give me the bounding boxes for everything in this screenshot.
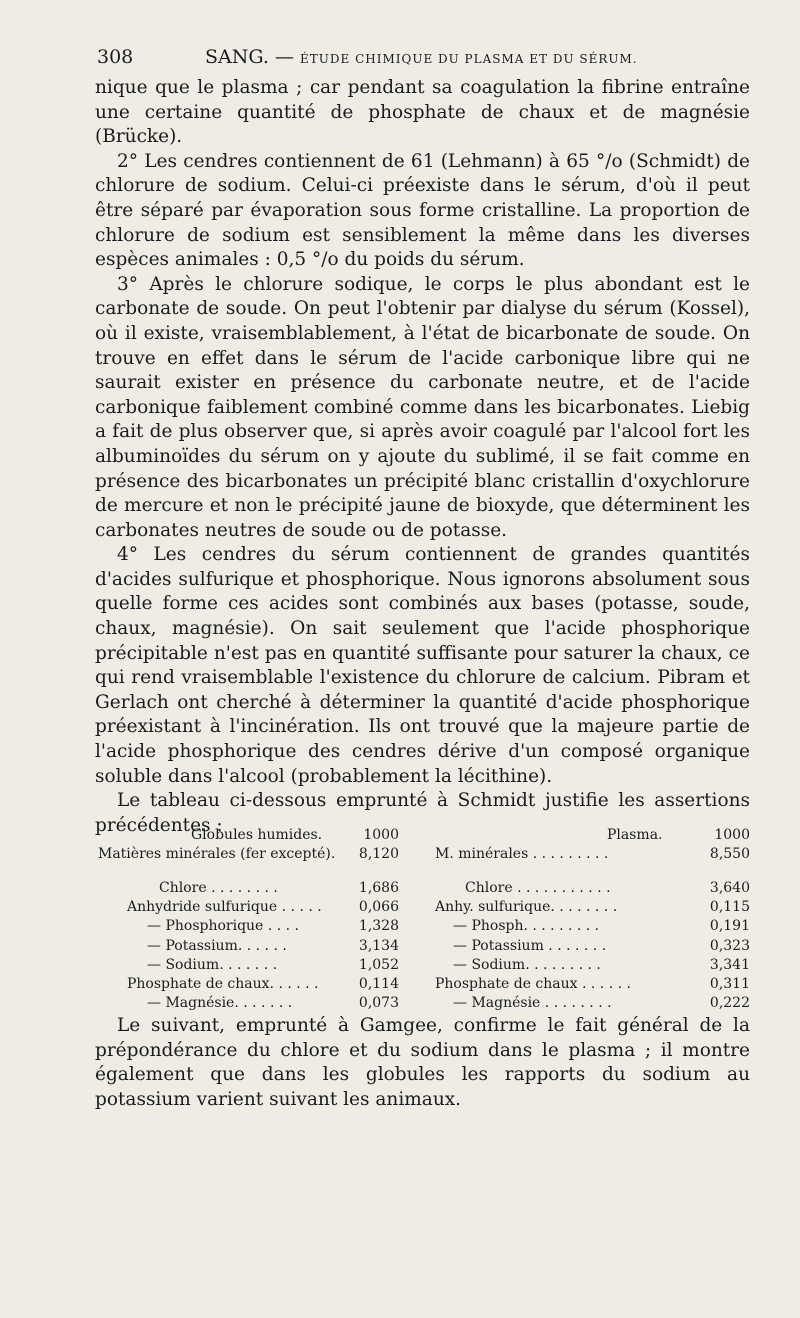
row-label: — Sodium. . . . . . . . .: [453, 956, 601, 973]
table-row: [95, 879, 405, 898]
row-label: — Potassium. . . . . .: [147, 937, 287, 954]
row-label: — Sodium. . . . . . .: [147, 956, 278, 973]
table-row: [95, 956, 405, 975]
running-title: [205, 46, 638, 68]
row-label: — Magnésie. . . . . . .: [147, 995, 293, 1012]
page-header: [97, 42, 752, 72]
row-value: 3,134: [358, 937, 399, 954]
row-value: 0,073: [358, 995, 399, 1012]
table-row: [435, 975, 750, 994]
row-label: — Potassium . . . . . . .: [453, 937, 607, 954]
row-value: 1,328: [358, 918, 399, 935]
row-label: M. minérales . . . . . . . . .: [435, 846, 609, 863]
table-row: [95, 845, 405, 864]
table-row: [95, 826, 405, 845]
table-row: [95, 994, 405, 1013]
row-value: 0,222: [709, 995, 750, 1012]
row-value: 0,191: [709, 918, 750, 935]
paragraph: nique que le plasma ; car pendant sa coagulation la fibrine entraîne une certaine quantité de phosphate de chaux et de magnésie (Brücke).: [95, 77, 750, 148]
row-value: 8,120: [358, 846, 399, 863]
row-label: Matières minérales (fer excepté).: [98, 846, 336, 863]
table-body: [95, 879, 750, 1012]
table-head: [95, 826, 750, 866]
running-title-sub: ÉTUDE CHIMIQUE DU PLASMA ET DU SÉRUM.: [300, 52, 638, 66]
row-value: 0,323: [709, 937, 750, 954]
row-value: 1000: [714, 827, 750, 843]
row-label: Chlore . . . . . . . .: [159, 880, 278, 896]
table-row: [435, 845, 750, 864]
row-label: Globules humides.: [191, 827, 323, 843]
row-label: Anhydride sulfurique . . . . .: [127, 899, 322, 916]
plasma-column: [435, 879, 750, 1013]
table-row: [95, 975, 405, 994]
globules-column: [95, 879, 405, 1013]
row-label: — Phosph. . . . . . . . .: [453, 918, 600, 935]
table-row: [95, 917, 405, 936]
row-value: 3,341: [709, 956, 750, 973]
row-value: 1,686: [358, 880, 399, 896]
schmidt-table: [95, 826, 750, 1012]
row-value: 0,066: [358, 899, 399, 916]
row-value: 0,115: [709, 899, 750, 916]
paragraph: 4° Les cendres du sérum contiennent de grandes quantités d'acides sulfurique et phosphorique. Nous ignorons absolument sous quelle forme ces acides sont combinés aux bases (potasse, soude, chaux, magnésie). On sait seulement que l'acide phosphorique précipitable n'est pas en quantité suffisante pour saturer la chaux, ce qui rend vraisemblable l'existence du chlorure de calcium. Pibram et Gerlach ont cherché à déterminer la quantité d'acide phosphorique préexistant à l'incinération. Ils ont trouvé que la majeure partie de l'acide phosphorique des cendres dérive d'un composé organique soluble dans l'alcool (probablement la lécithine).: [95, 544, 750, 787]
row-label: Chlore . . . . . . . . . . .: [465, 880, 611, 896]
table-row: [95, 898, 405, 917]
table-row: [435, 879, 750, 898]
row-label: Phosphate de chaux . . . . . .: [435, 975, 631, 992]
row-label: Phosphate de chaux. . . . . .: [127, 975, 319, 992]
row-value: 1000: [363, 827, 399, 843]
table-row: [435, 994, 750, 1013]
paragraph: 2° Les cendres contiennent de 61 (Lehmann) à 65 °/o (Schmidt) de chlorure de sodium. Celui-ci préexiste dans le sérum, d'où il peut être séparé par évaporation sous forme cristalline. La proportion de chlorure de sodium est sensiblement la même dans les diverses espèces animales : 0,5 °/o du poids du sérum.: [95, 150, 750, 271]
paragraph: Le tableau ci-dessous emprunté à Schmidt justifie les assertions précédentes :: [95, 790, 750, 836]
table-row: [435, 917, 750, 936]
row-value: 1,052: [358, 956, 399, 973]
row-value: 3,640: [709, 880, 750, 896]
table-row: [435, 826, 750, 845]
closing-text: [95, 1014, 750, 1112]
running-title-main: SANG. —: [205, 46, 294, 68]
plasma-column-head: [435, 826, 750, 864]
table-row: [435, 956, 750, 975]
row-value: 0,114: [358, 975, 399, 992]
paragraph: Le suivant, emprunté à Gamgee, confirme le fait général de la prépondérance du chlore et du sodium dans le plasma ; il montre également que dans les globules les rapports du sodium au potassium varient suivant les animaux.: [95, 1015, 750, 1110]
table-row: [95, 937, 405, 956]
row-label: Plasma.: [607, 827, 663, 843]
paragraph: 3° Après le chlorure sodique, le corps le plus abondant est le carbonate de soude. On peut l'obtenir par dialyse du sérum (Kossel), où il existe, vraisemblablement, à l'état de bicarbonate de soude. On trouve en effet dans le sérum de l'acide carbonique libre qui ne saurait exister en présence du carbonate neutre, et de l'acide carbonique faiblement combiné comme dans les bicarbonates. Liebig a fait de plus observer que, si après avoir coagulé par l'alcool fort les albuminoïdes du sérum on y ajoute du sublimé, il se fait comme en présence des bicarbonates un précipité blanc cristallin d'oxychlorure de mercure et non le précipité jaune de bioxyde, que déterminent les carbonates neutres de soude ou de potasse.: [95, 273, 750, 541]
table-row: [435, 898, 750, 917]
page-number: 308: [97, 46, 134, 68]
globules-column-head: [95, 826, 405, 864]
row-value: 8,550: [709, 846, 750, 863]
row-label: Anhy. sulfurique. . . . . . . .: [435, 899, 618, 916]
row-value: 0,311: [709, 975, 750, 992]
table-row: [435, 937, 750, 956]
row-label: — Magnésie . . . . . . . .: [453, 995, 612, 1012]
body-text: [95, 76, 750, 838]
row-label: — Phosphorique . . . .: [147, 918, 299, 935]
